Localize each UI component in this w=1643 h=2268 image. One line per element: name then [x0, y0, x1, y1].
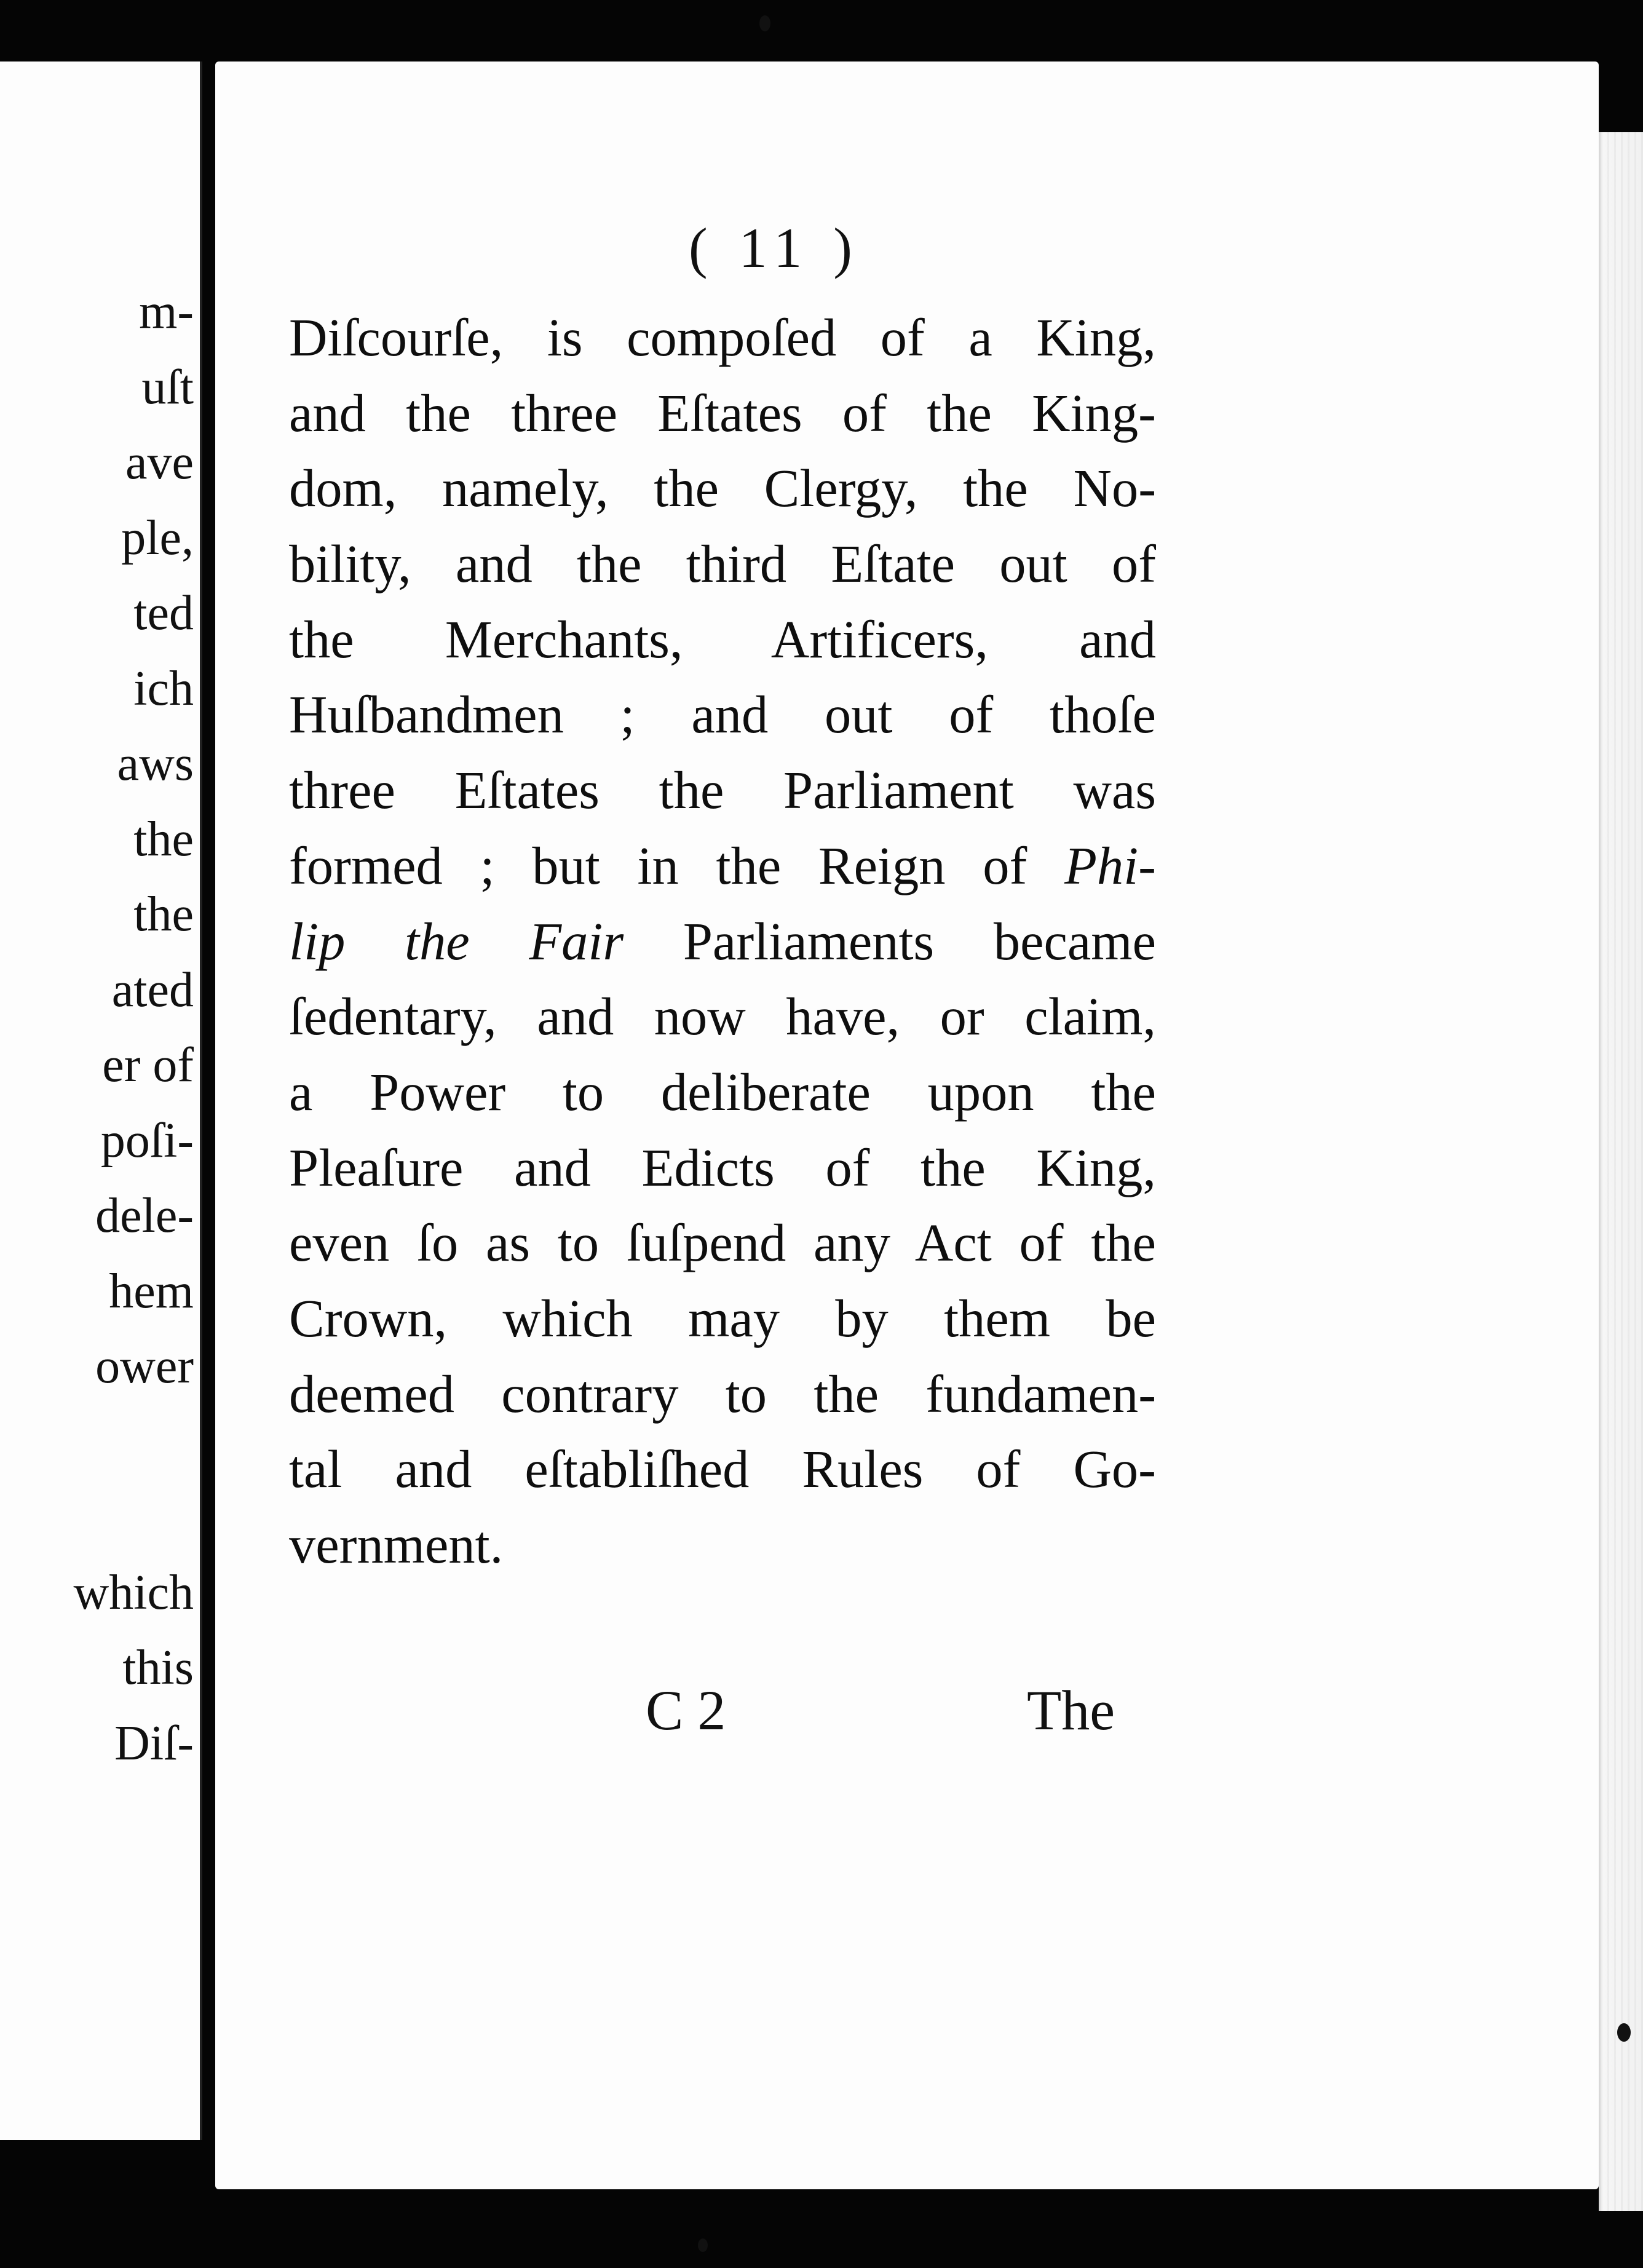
previous-page-line — [73, 1480, 194, 1555]
previous-page-line: ower — [95, 1339, 194, 1394]
text-line: Pleaſure and Edicts of the King, — [289, 1138, 1156, 1197]
catchword: The — [1027, 1679, 1115, 1742]
page-edges — [1599, 132, 1643, 2211]
dust-speck — [759, 15, 770, 31]
previous-page-line — [73, 1405, 194, 1480]
text-line: ſedentary, and now have, or claim, — [289, 987, 1156, 1047]
text-line: Diſcourſe, is compoſed of a King, — [289, 308, 1156, 367]
page-number: ( 11 ) — [689, 216, 861, 279]
previous-page-line: ted — [133, 586, 194, 640]
text-line: three Eſtates the Parliament was — [289, 761, 1156, 820]
previous-page-line: the — [133, 812, 194, 866]
previous-page-fragment — [0, 61, 202, 2140]
previous-page-line: ave — [125, 435, 194, 490]
text-line: bility, and the third Eſtate out of — [289, 534, 1156, 594]
text-line: Huſbandmen ; and out of thoſe — [289, 685, 1156, 745]
previous-page-text — [73, 274, 194, 1781]
dust-speck — [1617, 2023, 1631, 2042]
text-line: a Power to deliberate upon the — [289, 1062, 1156, 1122]
previous-page-line: er of — [102, 1038, 194, 1092]
text-line: the Merchants, Artificers, and — [289, 609, 1156, 669]
previous-page-line: dele- — [95, 1189, 194, 1243]
text-line-last: vernment. — [289, 1515, 504, 1574]
previous-page-line: aws — [117, 737, 194, 791]
dust-speck — [698, 2238, 708, 2252]
text-line-with-italic: formed ; but in the Reign of Phi- — [289, 836, 1156, 895]
text-line: tal and eſtabliſhed Rules of Go- — [289, 1440, 1156, 1499]
previous-page-line: which — [73, 1565, 194, 1620]
text-line: even ſo as to ſuſpend any Act of the — [289, 1213, 1156, 1273]
previous-page-line: this — [122, 1641, 194, 1695]
previous-page-line: hem — [109, 1264, 194, 1318]
previous-page-line: poſi- — [100, 1113, 194, 1168]
previous-page-line: ated — [111, 962, 194, 1017]
previous-page-line: ple, — [121, 510, 194, 565]
text-line: Crown, which may by them be — [289, 1288, 1156, 1348]
text-line: dom, namely, the Clergy, the No- — [289, 459, 1156, 518]
previous-page-line: the — [133, 887, 194, 942]
previous-page-line: uſt — [141, 360, 194, 414]
text-line: deemed contrary to the fundamen- — [289, 1364, 1156, 1424]
body-text — [289, 300, 1156, 1583]
signature-mark: C 2 — [646, 1679, 726, 1742]
previous-page-line: m- — [139, 285, 194, 339]
previous-page-line: ich — [133, 661, 194, 716]
text-line-with-italic: lip the Fair Parliaments became — [289, 911, 1156, 971]
previous-page-line: Diſ- — [114, 1716, 194, 1770]
text-line: and the three Eſtates of the King- — [289, 383, 1156, 443]
